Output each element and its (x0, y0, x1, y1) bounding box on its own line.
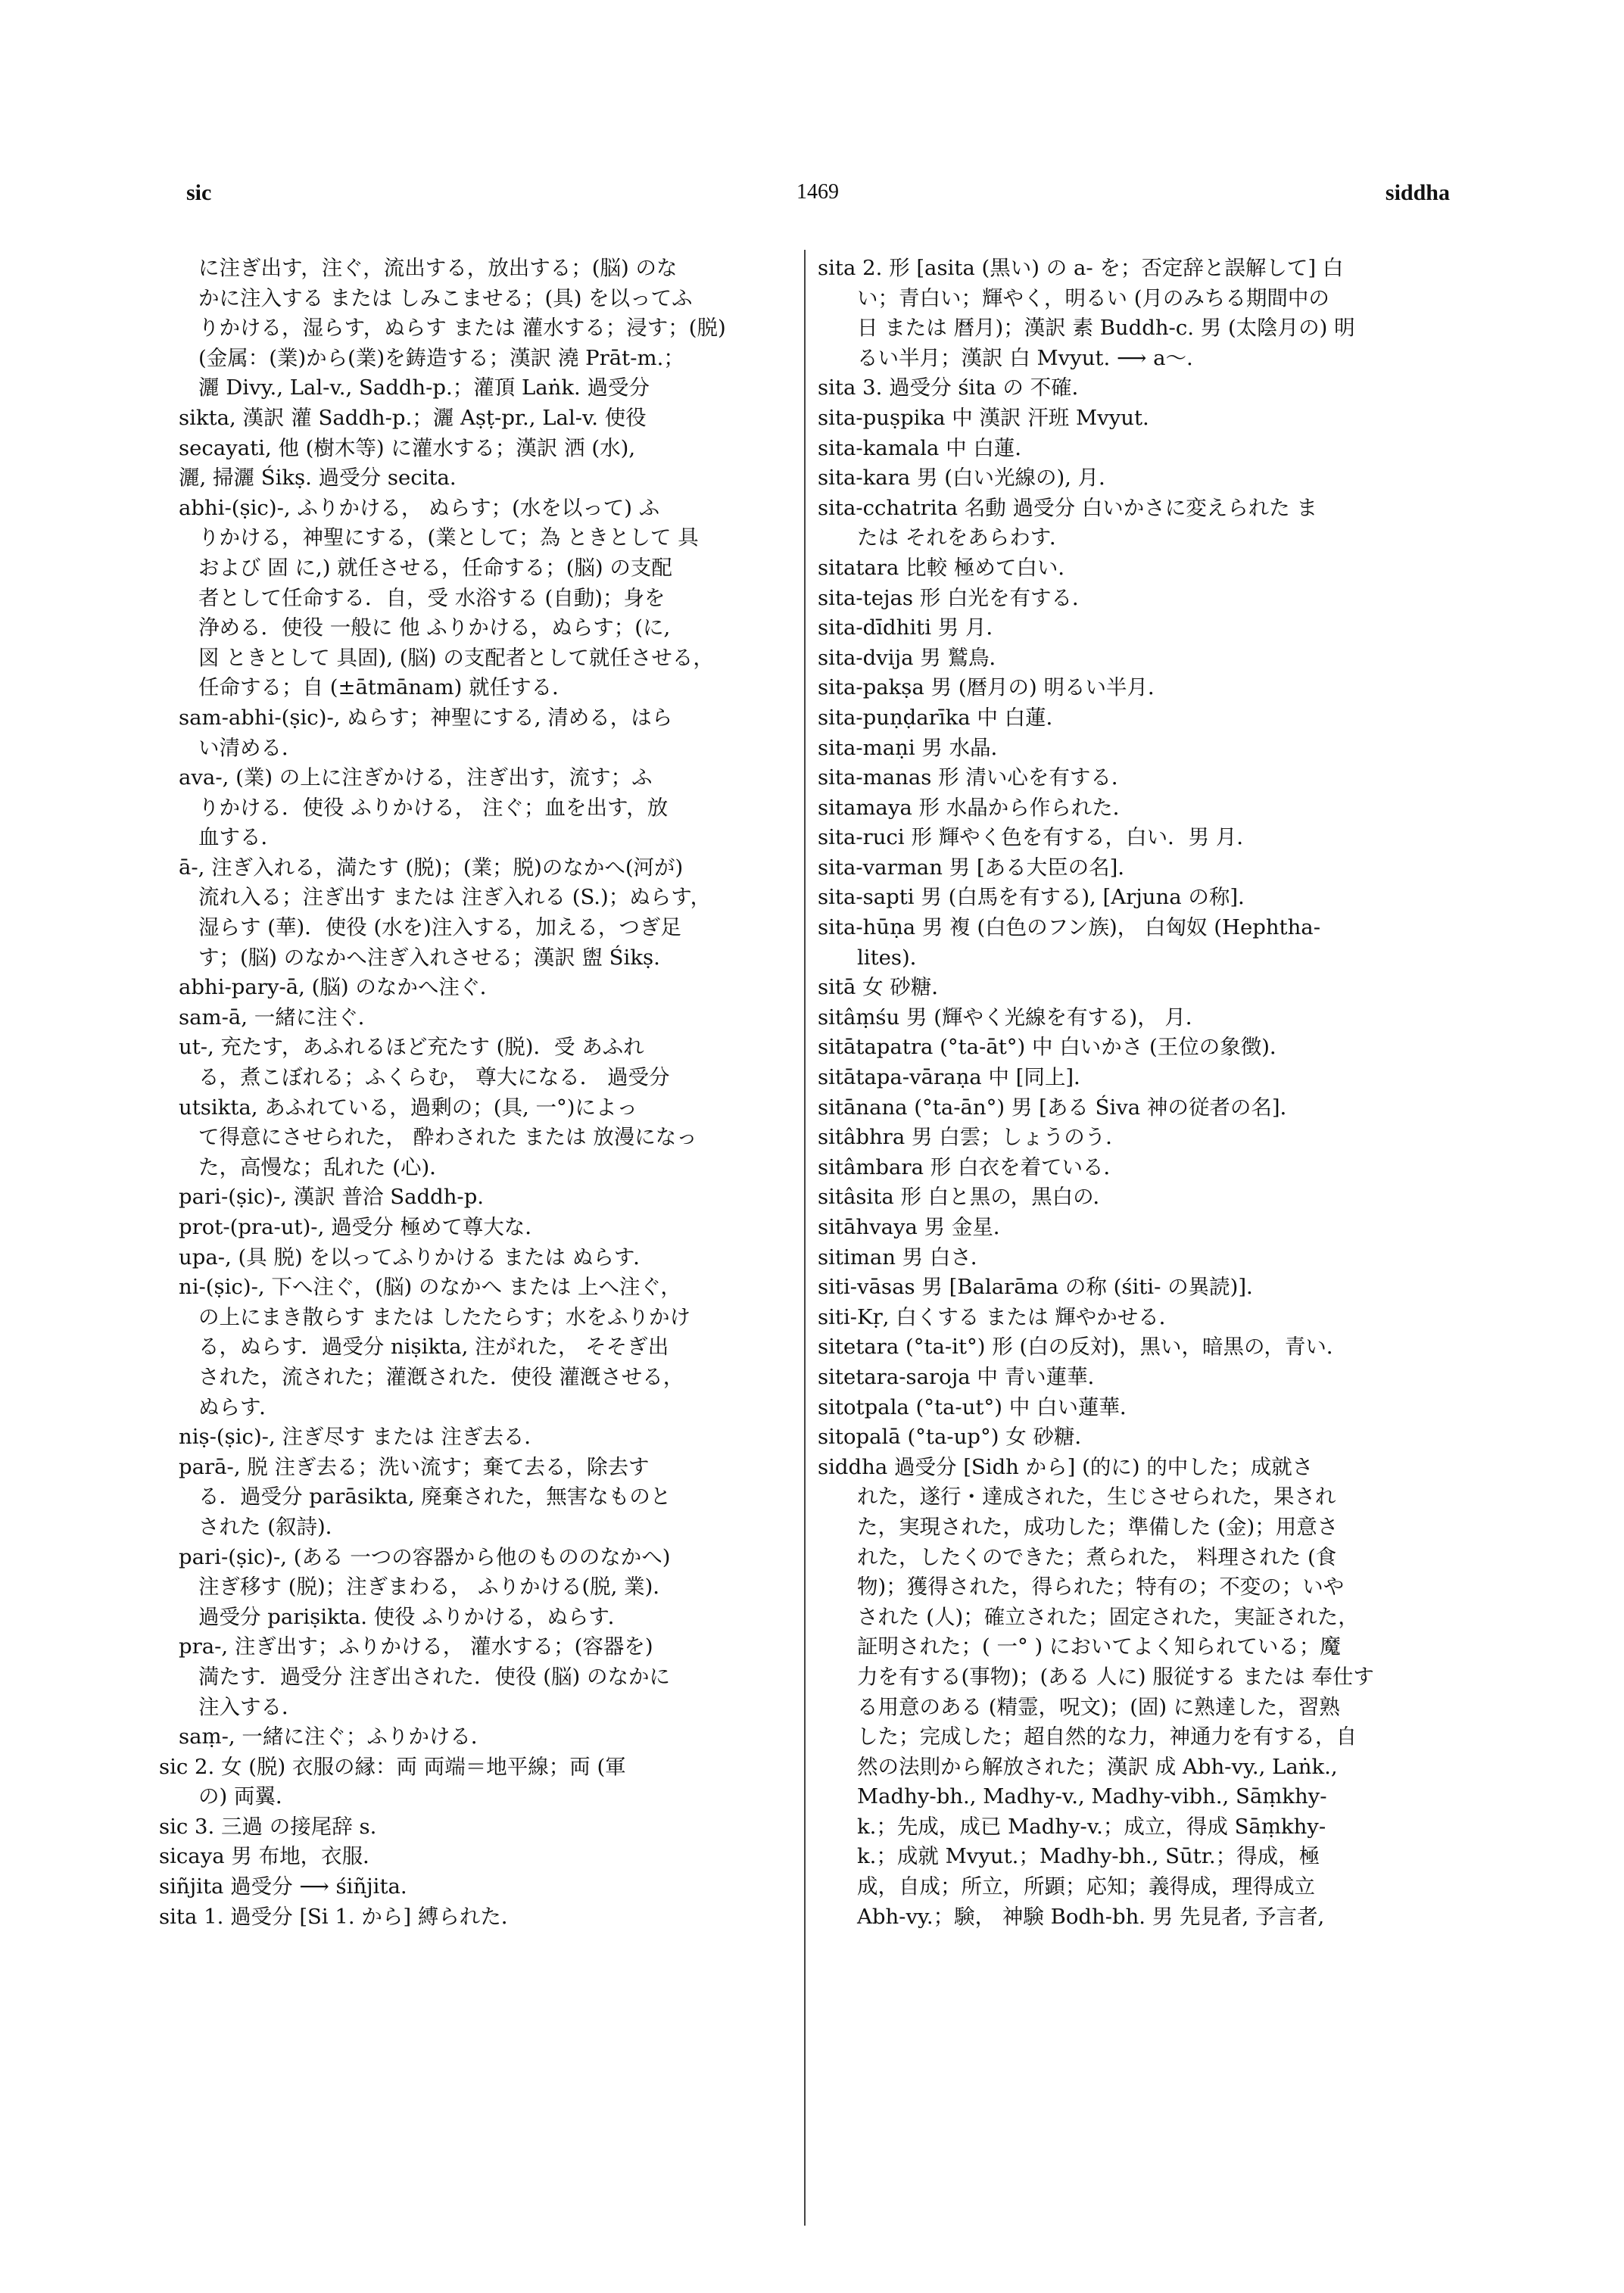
text-line: abhi-(ṣic)-, ふりかける， ぬらす；(水を以って) ふ (179, 495, 660, 520)
text-line: す；(脳) のなかへ注ぎ入れさせる；漢訳 盥 Śikṣ. (198, 945, 660, 970)
text-line: た，実現された，成功した；準備した (金)；用意さ (857, 1514, 1339, 1539)
text-line: 力を有する(事物)；(ある 人に) 服従する または 奉仕す (857, 1664, 1374, 1689)
left-column (159, 254, 787, 1932)
text-line: sita-ruci 形 輝やく色を有する，白い．男 月． (818, 825, 1258, 850)
text-line: sitamaya 形 水晶から作られた． (818, 795, 1134, 820)
text-line: 血する． (198, 825, 282, 850)
text-line: sic 3. 三過 の接尾辞 s. (159, 1814, 377, 1839)
text-line: ut-, 充たす，あふれるほど充たす (脱)．受 あふれ (179, 1035, 644, 1060)
text-line: sita-pakṣa 男 (暦月の) 明るい半月． (818, 675, 1169, 700)
text-line: 注ぎ移す (脱)；注ぎまわる， ふりかける(脱, 業)． (198, 1575, 674, 1600)
text-line: sita 1. 過受分 [Si 1. から] 縛られた． (159, 1904, 522, 1929)
text-line: Abh-vy.；験， 神験 Bodh-bh. 男 先見者, 予言者, (857, 1904, 1325, 1929)
text-line: sitotpala (°ta-ut°) 中 白い蓮華． (818, 1394, 1141, 1419)
text-line: sita-tejas 形 白光を有する． (818, 585, 1093, 610)
text-line: sita-hūṇa 男 複 (白色のフン族)， 白匈奴 (Hephtha- (818, 915, 1320, 940)
text-line: ā-, 注ぎ入れる，満たす (脱)；(業；脱)のなかへ(河が) (179, 855, 684, 880)
text-line: て得意にさせられた， 酔わされた または 放漫になっ (198, 1125, 697, 1150)
text-line: sita-dīdhiti 男 月． (818, 615, 1007, 640)
text-line: k.；成就 Mvyut.；Madhy-bh., Sūtr.；得成，極 (857, 1844, 1320, 1869)
text-line: prot-(pra-ut)-, 過受分 極めて尊大な． (179, 1215, 546, 1239)
text-line: utsikta, あふれている，過剰の；(具, 一°)によっ (179, 1095, 637, 1120)
text-line: 注入する． (198, 1694, 303, 1719)
text-line: 証明された；( 一° ) においてよく知られている；魔 (857, 1634, 1341, 1659)
text-line: 然の法則から解放された；漢訳 成 Abh-vy., Laṅk., (857, 1754, 1338, 1779)
text-line: sitiman 男 白さ． (818, 1245, 992, 1270)
text-line: 図 ときとして 具固), (脳) の支配者として就任させる， (198, 645, 714, 670)
right-column (818, 254, 1461, 1932)
header-right-guide-word: siddha (1385, 180, 1450, 205)
text-line: 過受分 pariṣikta. 使役 ふりかける，ぬらす． (198, 1604, 629, 1629)
text-line: sita 3. 過受分 śita の 不確． (818, 375, 1093, 400)
text-line: sitetara (°ta-it°) 形 (白の反対)，黒い，暗黒の，青い． (818, 1335, 1348, 1360)
text-line: sitātapa-vāraṇa 中 [同上]． (818, 1065, 1095, 1090)
text-line: るい半月；漢訳 白 Mvyut. ⟶ a～. (857, 345, 1193, 370)
text-line: い清める． (198, 735, 303, 760)
text-line: Madhy-bh., Madhy-v., Madhy-vibh., Sāṃkhy- (857, 1784, 1327, 1809)
text-line: 物)；獲得された，得られた；特有の；不変の；いや (857, 1575, 1345, 1600)
text-line: pari-(ṣic)-, (ある 一つの容器から他のもののなかへ) (179, 1544, 671, 1569)
text-line: sita-sapti 男 (白馬を有する), [Arjuna の称]． (818, 885, 1259, 910)
text-line: ni-(ṣic)-, 下へ注ぐ，(脳) のなかへ または 上へ注ぐ， (179, 1275, 681, 1300)
text-line: に注ぎ出す，注ぐ，流出する，放出する；(脳) のな (198, 256, 678, 280)
text-line: sita 2. 形 [asita (黒い) の a- を；否定辞と誤解して] 白 (818, 256, 1344, 280)
text-line: りかける，神聖にする，(業として；為 ときとして 具 (198, 525, 699, 550)
text-line: 日 または 暦月)；漢訳 素 Buddh-c. 男 (太陰月の) 明 (857, 316, 1355, 341)
text-line: saṃ-, 一緒に注ぐ；ふりかける． (179, 1724, 492, 1749)
text-line: siti-vāsas 男 [Balarāma の称 (śiti- の異読)]． (818, 1275, 1267, 1300)
text-line: sita-puṇḍarīka 中 白蓮． (818, 705, 1068, 730)
text-line: pari-(ṣic)-, 漢訳 普洽 Saddh-p. (179, 1185, 485, 1210)
text-line: (金属：(業)から(業)を鋳造する；漢訳 澆 Prāt-m.； (198, 345, 684, 370)
text-line: sitâsita 形 白と黒の，黒白の． (818, 1185, 1114, 1210)
text-line: sitātapatra (°ta-āt°) 中 白いかさ (王位の象徴)． (818, 1035, 1291, 1060)
text-line: たは それをあらわす． (857, 525, 1071, 550)
text-line: かに注入する または しみこませる；(具) を以ってふ (198, 285, 693, 310)
column-divider (804, 250, 806, 2226)
text-line: された，流された；灌漑された．使役 灌漑させる， (198, 1364, 684, 1389)
text-line: る用意のある (精霊，呪文)；(固) に熟達した，習熟 (857, 1694, 1340, 1719)
text-line: sitopalā (°ta-up°) 女 砂糖． (818, 1425, 1096, 1450)
text-line: 成，自成；所立，所顕；応知；義得成，理得成立 (857, 1874, 1315, 1899)
text-line: sita-puṣpika 中 漢訳 汗班 Mvyut. (818, 405, 1149, 430)
text-line: sam-abhi-(ṣic)-, ぬらす；神聖にする, 清める，はら (179, 705, 673, 730)
text-line: sic 2. 女 (脱) 衣服の縁：両 両端＝地平線；両 (軍 (159, 1754, 626, 1779)
text-line: secayati, 他 (樹木等) に灌水する；漢訳 洒 (水), (179, 435, 636, 460)
text-line: siddha 過受分 [Sidh から] (的に) 的中した；成就さ (818, 1454, 1314, 1479)
text-line: りかける，湿らす，ぬらす または 灌水する；浸す；(脱) (198, 316, 726, 341)
text-line: sikta, 漢訳 灌 Saddh-p.；灑 Aṣṭ-pr., Lal-v. 使役 (179, 405, 647, 430)
text-line: siti-Kṛ, 白くする または 輝やかせる． (818, 1304, 1180, 1329)
text-line: sita-manas 形 清い心を有する． (818, 765, 1133, 790)
text-line: sita-kara 男 (白い光線の), 月． (818, 466, 1120, 491)
text-line: sita-varman 男 [ある大臣の名]． (818, 855, 1139, 880)
text-line: い；青白い；輝やく，明るい (月のみちる期間中の (857, 285, 1329, 310)
text-line: りかける．使役 ふりかける， 注ぐ；血を出す，放 (198, 795, 669, 820)
text-line: sitāhvaya 男 金星． (818, 1215, 1015, 1239)
text-line: sitâbhra 男 白雲；しょうのう． (818, 1125, 1127, 1150)
text-line: k.；先成，成已 Madhy-v.；成立，得成 Sāṃkhy- (857, 1814, 1326, 1839)
page-number: 1469 (796, 180, 839, 204)
text-line: および 固 に,) 就任させる，任命する；(脳) の支配 (198, 555, 672, 580)
text-line: 灑 Divy., Lal-v., Saddh-p.；灌頂 Laṅk. 過受分 (198, 375, 650, 400)
text-line: lites)． (857, 945, 931, 970)
text-line: upa-, (具 脱) を以ってふりかける または ぬらす． (179, 1245, 654, 1270)
text-line: sitâṃśu 男 (輝やく光線を有する)， 月． (818, 1005, 1207, 1030)
text-line: 灑, 掃灑 Śikṣ. 過受分 secita. (179, 466, 457, 491)
text-line: る．過受分 parāsikta, 廃棄された，無害なものと (198, 1485, 672, 1509)
text-line: niṣ-(ṣic)-, 注ぎ尽す または 注ぎ去る． (179, 1425, 545, 1450)
text-line: abhi-pary-ā, (脳) のなかへ注ぐ． (179, 975, 501, 1000)
header-left-guide-word: sic (186, 180, 212, 205)
text-line: の上にまき散らす または したたらす；水をふりかけ (198, 1304, 690, 1329)
text-line: sitā 女 砂糖． (818, 975, 952, 1000)
text-line: の) 両翼． (198, 1784, 297, 1809)
text-line: された (叙詩)． (198, 1514, 347, 1539)
text-line: parā-, 脱 注ぎ去る；洗い流す；棄て去る，除去す (179, 1454, 650, 1479)
text-line: 満たす．過受分 注ぎ出された．使役 (脳) のなかに (198, 1664, 670, 1689)
text-line: sitetara-saroja 中 青い蓮華． (818, 1364, 1109, 1389)
text-line: 任命する；自 (±ātmānam) 就任する． (198, 675, 573, 700)
text-line: 浄める．使役 一般に 他 ふりかける，ぬらす；(に, (198, 615, 671, 640)
text-line: る，煮こぼれる；ふくらむ， 尊大になる． 過受分 (198, 1065, 670, 1090)
text-line: sita-maṇi 男 水晶． (818, 735, 1012, 760)
text-line: sita-cchatrita 名動 過受分 白いかさに変えられた ま (818, 495, 1317, 520)
text-line: れた，したくのできた；煮られた， 料理された (食 (857, 1544, 1337, 1569)
text-line: れた，遂行・達成された，生じさせられた，果され (857, 1485, 1336, 1509)
text-line: ava-, (業) の上に注ぎかける，注ぎ出す，流す；ふ (179, 765, 653, 790)
text-line: された (人)；確立された；固定された，実証された， (857, 1604, 1359, 1629)
text-line: 者として任命する．自，受 水浴する (自動)；身を (198, 585, 665, 610)
text-line: ぬらす． (198, 1394, 280, 1419)
text-line: た，高慢な；乱れた (心)． (198, 1154, 450, 1179)
text-line: sam-ā, 一緒に注ぐ． (179, 1005, 379, 1030)
text-line: pra-, 注ぎ出す；ふりかける， 灌水する；(容器を) (179, 1634, 653, 1659)
text-line: sitatara 比較 極めて白い． (818, 555, 1079, 580)
text-line: sitānana (°ta-ān°) 男 [ある Śiva 神の従者の名]． (818, 1095, 1301, 1120)
text-line: sitâmbara 形 白衣を着ている． (818, 1154, 1124, 1179)
text-line: sita-kamala 中 白蓮． (818, 435, 1036, 460)
text-line: sicaya 男 布地，衣服． (159, 1844, 384, 1869)
text-line: siñjita 過受分 ⟶ śiñjita. (159, 1874, 407, 1899)
text-line: 湿らす (華)．使役 (水を)注入する，加える，つぎ足 (198, 915, 681, 940)
text-line: sita-dvija 男 鷲鳥． (818, 645, 1010, 670)
text-line: した；完成した；超自然的な力，神通力を有する，自 (857, 1724, 1357, 1749)
text-line: 流れ入る；注ぎ出す または 注ぎ入れる (S.)；ぬらす， (198, 885, 712, 910)
text-line: る，ぬらす．過受分 niṣikta, 注がれた， そそぎ出 (198, 1335, 669, 1360)
